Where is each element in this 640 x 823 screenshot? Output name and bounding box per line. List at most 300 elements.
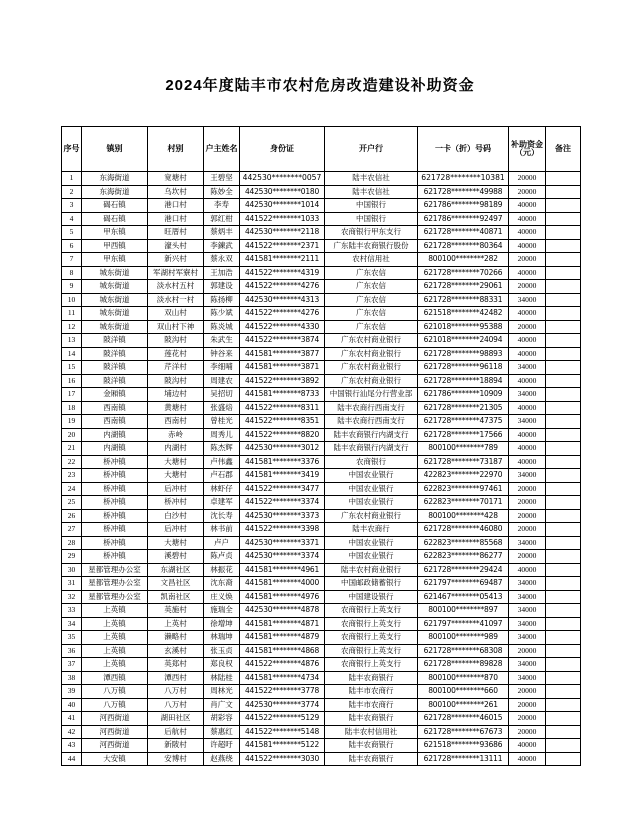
cell-town: 潭西镇 [82, 671, 148, 685]
cell-bank: 农商银行上英支行 [325, 658, 418, 672]
cell-row-number: 13 [62, 334, 82, 348]
cell-card-number: 422823********22970 [418, 469, 509, 483]
cell-town: 上英镇 [82, 604, 148, 618]
cell-town: 甲东镇 [82, 253, 148, 267]
table-row [62, 320, 581, 334]
cell-card-number: 621728********13111 [418, 752, 509, 766]
cell-amount: 40000 [509, 752, 546, 766]
cell-id-number: 441522********4276 [240, 280, 325, 294]
cell-householder: 张玉贞 [204, 644, 240, 658]
cell-row-number: 32 [62, 590, 82, 604]
cell-amount: 40000 [509, 307, 546, 321]
cell-village: 内湖村 [148, 442, 204, 456]
cell-remark [546, 212, 581, 226]
cell-town: 八万镇 [82, 698, 148, 712]
cell-amount: 34000 [509, 617, 546, 631]
cell-card-number: 621728********49988 [418, 185, 509, 199]
cell-amount: 40000 [509, 739, 546, 753]
cell-amount: 34000 [509, 671, 546, 685]
cell-amount: 20000 [509, 280, 546, 294]
table-body [62, 172, 581, 766]
cell-row-number: 7 [62, 253, 82, 267]
cell-town: 星都管理办公室 [82, 563, 148, 577]
cell-village: 湖田社区 [148, 712, 204, 726]
cell-id-number: 441581********4871 [240, 617, 325, 631]
cell-bank: 中国邮政储蓄银行 [325, 577, 418, 591]
cell-amount: 20000 [509, 172, 546, 186]
cell-bank: 陆丰农商银行 [325, 671, 418, 685]
cell-amount: 20000 [509, 496, 546, 510]
cell-amount: 34000 [509, 361, 546, 375]
table-row [62, 604, 581, 618]
cell-row-number: 14 [62, 347, 82, 361]
cell-village: 后航村 [148, 725, 204, 739]
table-row [62, 509, 581, 523]
cell-remark [546, 712, 581, 726]
cell-amount: 40000 [509, 266, 546, 280]
cell-amount: 34000 [509, 469, 546, 483]
cell-householder: 陈少斌 [204, 307, 240, 321]
cell-village: 埔边村 [148, 388, 204, 402]
cell-amount: 20000 [509, 185, 546, 199]
cell-village: 淡水村五村 [148, 280, 204, 294]
cell-householder: 林陆桂 [204, 671, 240, 685]
cell-row-number: 36 [62, 644, 82, 658]
cell-card-number: 621797********69487 [418, 577, 509, 591]
cell-town: 桥冲镇 [82, 550, 148, 564]
cell-card-number: 800100********428 [418, 509, 509, 523]
cell-bank: 陆丰农商银行内湖支行 [325, 428, 418, 442]
table-row [62, 523, 581, 537]
subsidy-table-container [61, 126, 580, 766]
cell-householder: 施瑞全 [204, 604, 240, 618]
table-row [62, 266, 581, 280]
cell-card-number: 621018********95388 [418, 320, 509, 334]
cell-bank: 广东农村商业银行 [325, 374, 418, 388]
cell-remark [546, 685, 581, 699]
cell-id-number: 441522********3398 [240, 523, 325, 537]
cell-bank: 农商银行甲东支行 [325, 226, 418, 240]
cell-row-number: 21 [62, 442, 82, 456]
cell-bank: 陆丰农商银行 [325, 739, 418, 753]
cell-row-number: 23 [62, 469, 82, 483]
cell-village: 白沙村 [148, 509, 204, 523]
cell-town: 星都管理办公室 [82, 577, 148, 591]
cell-id-number: 441522********8351 [240, 415, 325, 429]
table-row [62, 172, 581, 186]
cell-card-number: 621518********42482 [418, 307, 509, 321]
cell-id-number: 441522********4330 [240, 320, 325, 334]
cell-row-number: 9 [62, 280, 82, 294]
cell-card-number: 621728********70266 [418, 266, 509, 280]
cell-row-number: 37 [62, 658, 82, 672]
cell-row-number: 6 [62, 239, 82, 253]
cell-amount: 40000 [509, 563, 546, 577]
cell-card-number: 621728********89828 [418, 658, 509, 672]
cell-card-number: 800100********261 [418, 698, 509, 712]
cell-row-number: 33 [62, 604, 82, 618]
cell-householder: 林书前 [204, 523, 240, 537]
cell-card-number: 621728********73187 [418, 455, 509, 469]
cell-remark [546, 671, 581, 685]
table-row [62, 293, 581, 307]
cell-row-number: 35 [62, 631, 82, 645]
cell-town: 桥冲镇 [82, 536, 148, 550]
cell-card-number: 621518********93686 [418, 739, 509, 753]
cell-id-number: 441522********4319 [240, 266, 325, 280]
cell-row-number: 19 [62, 415, 82, 429]
table-row [62, 185, 581, 199]
cell-remark [546, 253, 581, 267]
cell-amount: 20000 [509, 482, 546, 496]
cell-village: 文昌社区 [148, 577, 204, 591]
cell-amount: 20000 [509, 685, 546, 699]
cell-householder: 许超吁 [204, 739, 240, 753]
cell-town: 上英镇 [82, 644, 148, 658]
cell-householder: 陈扬柳 [204, 293, 240, 307]
cell-card-number: 621728********40871 [418, 226, 509, 240]
cell-town: 桥冲镇 [82, 455, 148, 469]
cell-remark [546, 361, 581, 375]
cell-amount: 34000 [509, 590, 546, 604]
cell-id-number: 441522********3778 [240, 685, 325, 699]
cell-card-number: 622823********85568 [418, 536, 509, 550]
cell-village: 濠头村 [148, 239, 204, 253]
cell-id-number: 442530********3012 [240, 442, 325, 456]
cell-amount: 20000 [509, 712, 546, 726]
table-row [62, 644, 581, 658]
cell-card-number: 621728********46080 [418, 523, 509, 537]
cell-town: 城东街道 [82, 266, 148, 280]
cell-bank: 中国银行 [325, 212, 418, 226]
cell-householder: 郑良权 [204, 658, 240, 672]
cell-town: 桥冲镇 [82, 469, 148, 483]
subsidy-table [61, 126, 581, 766]
cell-row-number: 29 [62, 550, 82, 564]
cell-amount: 40000 [509, 212, 546, 226]
cell-bank: 陆丰农商行 [325, 523, 418, 537]
cell-card-number: 621728********98893 [418, 347, 509, 361]
cell-card-number: 621467********05413 [418, 590, 509, 604]
cell-amount: 20000 [509, 725, 546, 739]
cell-amount: 40000 [509, 199, 546, 213]
cell-amount: 40000 [509, 334, 546, 348]
table-row [62, 725, 581, 739]
cell-remark [546, 388, 581, 402]
table-header-row [62, 127, 581, 172]
cell-village: 赤岭 [148, 428, 204, 442]
table-row [62, 698, 581, 712]
cell-town: 八万镇 [82, 685, 148, 699]
cell-row-number: 34 [62, 617, 82, 631]
cell-id-number: 441581********4734 [240, 671, 325, 685]
cell-town: 西南镇 [82, 415, 148, 429]
cell-householder: 钟谷来 [204, 347, 240, 361]
cell-town: 桥冲镇 [82, 509, 148, 523]
cell-row-number: 30 [62, 563, 82, 577]
cell-row-number: 39 [62, 685, 82, 699]
cell-card-number: 621018********24094 [418, 334, 509, 348]
cell-remark [546, 496, 581, 510]
table-row [62, 482, 581, 496]
cell-id-number: 441581********3877 [240, 347, 325, 361]
cell-id-number: 441581********4879 [240, 631, 325, 645]
cell-id-number: 442530********0057 [240, 172, 325, 186]
table-row [62, 590, 581, 604]
cell-householder: 周秀儿 [204, 428, 240, 442]
column-header: 补助资金（元） [509, 127, 546, 172]
table-row [62, 550, 581, 564]
cell-id-number: 442530********1014 [240, 199, 325, 213]
cell-card-number: 621728********80364 [418, 239, 509, 253]
cell-id-number: 441581********4000 [240, 577, 325, 591]
table-row [62, 253, 581, 267]
cell-village: 淡水村一村 [148, 293, 204, 307]
table-row [62, 685, 581, 699]
cell-id-number: 441581********4868 [240, 644, 325, 658]
cell-town: 桥冲镇 [82, 523, 148, 537]
cell-village: 军湖村军寮村 [148, 266, 204, 280]
cell-village: 西南村 [148, 415, 204, 429]
cell-card-number: 621728********17566 [418, 428, 509, 442]
cell-bank: 农商银行上英支行 [325, 617, 418, 631]
cell-row-number: 8 [62, 266, 82, 280]
cell-amount: 40000 [509, 374, 546, 388]
cell-village: 八万村 [148, 685, 204, 699]
cell-householder: 林振花 [204, 563, 240, 577]
cell-bank: 陆丰市农商行 [325, 685, 418, 699]
cell-bank: 中国农业银行 [325, 550, 418, 564]
cell-card-number: 621728********10381 [418, 172, 509, 186]
cell-amount: 20000 [509, 253, 546, 267]
table-row [62, 307, 581, 321]
cell-amount: 34000 [509, 293, 546, 307]
cell-town: 桥冲镇 [82, 482, 148, 496]
cell-remark [546, 307, 581, 321]
cell-row-number: 18 [62, 401, 82, 415]
cell-id-number: 441522********4876 [240, 658, 325, 672]
table-row [62, 428, 581, 442]
cell-bank: 陆丰农信社 [325, 185, 418, 199]
table-row [62, 752, 581, 766]
cell-row-number: 10 [62, 293, 82, 307]
cell-remark [546, 347, 581, 361]
cell-town: 河西街道 [82, 725, 148, 739]
cell-card-number: 800100********870 [418, 671, 509, 685]
cell-householder: 沈长寿 [204, 509, 240, 523]
cell-town: 河西街道 [82, 712, 148, 726]
cell-householder: 李细哺 [204, 361, 240, 375]
cell-id-number: 441522********4276 [240, 307, 325, 321]
cell-id-number: 441581********2111 [240, 253, 325, 267]
cell-id-number: 441522********8311 [240, 401, 325, 415]
cell-card-number: 621728********18894 [418, 374, 509, 388]
cell-row-number: 24 [62, 482, 82, 496]
table-row [62, 347, 581, 361]
cell-householder: 胡彩容 [204, 712, 240, 726]
table-row [62, 226, 581, 240]
cell-remark [546, 752, 581, 766]
cell-remark [546, 658, 581, 672]
cell-card-number: 621728********29061 [418, 280, 509, 294]
cell-town: 甲东镇 [82, 226, 148, 240]
cell-householder: 曾桂光 [204, 415, 240, 429]
table-row [62, 563, 581, 577]
cell-town: 陂洋镇 [82, 347, 148, 361]
column-header: 镇别 [82, 127, 148, 172]
column-header: 户主姓名 [204, 127, 240, 172]
cell-town: 城东街道 [82, 307, 148, 321]
table-row [62, 671, 581, 685]
cell-row-number: 3 [62, 199, 82, 213]
cell-remark [546, 523, 581, 537]
cell-amount: 40000 [509, 428, 546, 442]
cell-town: 西南镇 [82, 401, 148, 415]
cell-row-number: 41 [62, 712, 82, 726]
cell-remark [546, 577, 581, 591]
cell-card-number: 621728********21305 [418, 401, 509, 415]
cell-amount: 34000 [509, 415, 546, 429]
table-row [62, 631, 581, 645]
cell-town: 金厢镇 [82, 388, 148, 402]
cell-remark [546, 172, 581, 186]
cell-id-number: 441522********2371 [240, 239, 325, 253]
cell-remark [546, 320, 581, 334]
cell-householder: 卢石郡 [204, 469, 240, 483]
cell-town: 陂洋镇 [82, 361, 148, 375]
cell-village: 英施村 [148, 604, 204, 618]
cell-village: 八万村 [148, 698, 204, 712]
cell-householder: 蔡炳丰 [204, 226, 240, 240]
table-row [62, 577, 581, 591]
table-row [62, 712, 581, 726]
column-header: 村别 [148, 127, 204, 172]
cell-bank: 中国农业银行 [325, 536, 418, 550]
cell-remark [546, 401, 581, 415]
column-header: 序号 [62, 127, 82, 172]
cell-village: 黄塘村 [148, 401, 204, 415]
cell-row-number: 43 [62, 739, 82, 753]
cell-householder: 郭建设 [204, 280, 240, 294]
cell-id-number: 441522********3374 [240, 496, 325, 510]
cell-row-number: 28 [62, 536, 82, 550]
cell-bank: 广东农信 [325, 266, 418, 280]
cell-town: 城东街道 [82, 293, 148, 307]
cell-card-number: 621728********88331 [418, 293, 509, 307]
cell-row-number: 38 [62, 671, 82, 685]
cell-id-number: 441581********3871 [240, 361, 325, 375]
cell-remark [546, 698, 581, 712]
cell-id-number: 441581********3419 [240, 469, 325, 483]
cell-card-number: 621797********41097 [418, 617, 509, 631]
cell-card-number: 800100********282 [418, 253, 509, 267]
cell-village: 莲花村 [148, 347, 204, 361]
cell-card-number: 621728********68308 [418, 644, 509, 658]
cell-remark [546, 226, 581, 240]
cell-remark [546, 266, 581, 280]
cell-bank: 陆丰市农商行 [325, 698, 418, 712]
table-row [62, 536, 581, 550]
cell-row-number: 1 [62, 172, 82, 186]
cell-row-number: 17 [62, 388, 82, 402]
cell-id-number: 441581********8733 [240, 388, 325, 402]
table-row [62, 334, 581, 348]
cell-village: 潭西村 [148, 671, 204, 685]
table-row [62, 469, 581, 483]
cell-householder: 王碧坚 [204, 172, 240, 186]
cell-remark [546, 469, 581, 483]
cell-bank: 陆丰农信社 [325, 172, 418, 186]
cell-card-number: 800100********660 [418, 685, 509, 699]
cell-householder: 吴招切 [204, 388, 240, 402]
cell-id-number: 441522********5129 [240, 712, 325, 726]
table-row [62, 617, 581, 631]
cell-village: 新兴村 [148, 253, 204, 267]
cell-row-number: 12 [62, 320, 82, 334]
cell-householder: 陈杰辉 [204, 442, 240, 456]
table-row [62, 496, 581, 510]
cell-village: 陂沟村 [148, 374, 204, 388]
cell-row-number: 2 [62, 185, 82, 199]
cell-householder: 王加浩 [204, 266, 240, 280]
cell-bank: 农商银行上英支行 [325, 604, 418, 618]
cell-town: 内湖镇 [82, 442, 148, 456]
cell-village: 后冲村 [148, 523, 204, 537]
table-row [62, 199, 581, 213]
cell-village: 港口村 [148, 212, 204, 226]
cell-card-number: 622823********70171 [418, 496, 509, 510]
cell-town: 陂洋镇 [82, 334, 148, 348]
cell-row-number: 16 [62, 374, 82, 388]
cell-householder: 卢户 [204, 536, 240, 550]
cell-remark [546, 455, 581, 469]
cell-bank: 广东陆丰农商银行股份 [325, 239, 418, 253]
cell-bank: 中国银行 [325, 199, 418, 213]
cell-bank: 中国农业银行 [325, 496, 418, 510]
cell-card-number: 621786********98189 [418, 199, 509, 213]
cell-remark [546, 334, 581, 348]
cell-amount: 40000 [509, 226, 546, 240]
cell-remark [546, 482, 581, 496]
cell-row-number: 26 [62, 509, 82, 523]
cell-householder: 庄义焕 [204, 590, 240, 604]
column-header: 备注 [546, 127, 581, 172]
cell-card-number: 621786********10909 [418, 388, 509, 402]
cell-bank: 陆丰农商银行内湖支行 [325, 442, 418, 456]
cell-remark [546, 509, 581, 523]
cell-amount: 34000 [509, 604, 546, 618]
cell-householder: 周林光 [204, 685, 240, 699]
cell-remark [546, 239, 581, 253]
cell-row-number: 15 [62, 361, 82, 375]
cell-town: 河西街道 [82, 739, 148, 753]
cell-row-number: 20 [62, 428, 82, 442]
cell-id-number: 441522********3477 [240, 482, 325, 496]
cell-amount: 20000 [509, 644, 546, 658]
cell-row-number: 4 [62, 212, 82, 226]
cell-row-number: 11 [62, 307, 82, 321]
cell-village: 宽塘村 [148, 172, 204, 186]
cell-amount: 34000 [509, 631, 546, 645]
table-row [62, 374, 581, 388]
cell-id-number: 441581********4976 [240, 590, 325, 604]
cell-remark [546, 725, 581, 739]
cell-id-number: 442530********0180 [240, 185, 325, 199]
cell-bank: 农商银行上英支行 [325, 644, 418, 658]
cell-town: 东海街道 [82, 185, 148, 199]
cell-card-number: 622823********86277 [418, 550, 509, 564]
cell-householder: 李寿 [204, 199, 240, 213]
